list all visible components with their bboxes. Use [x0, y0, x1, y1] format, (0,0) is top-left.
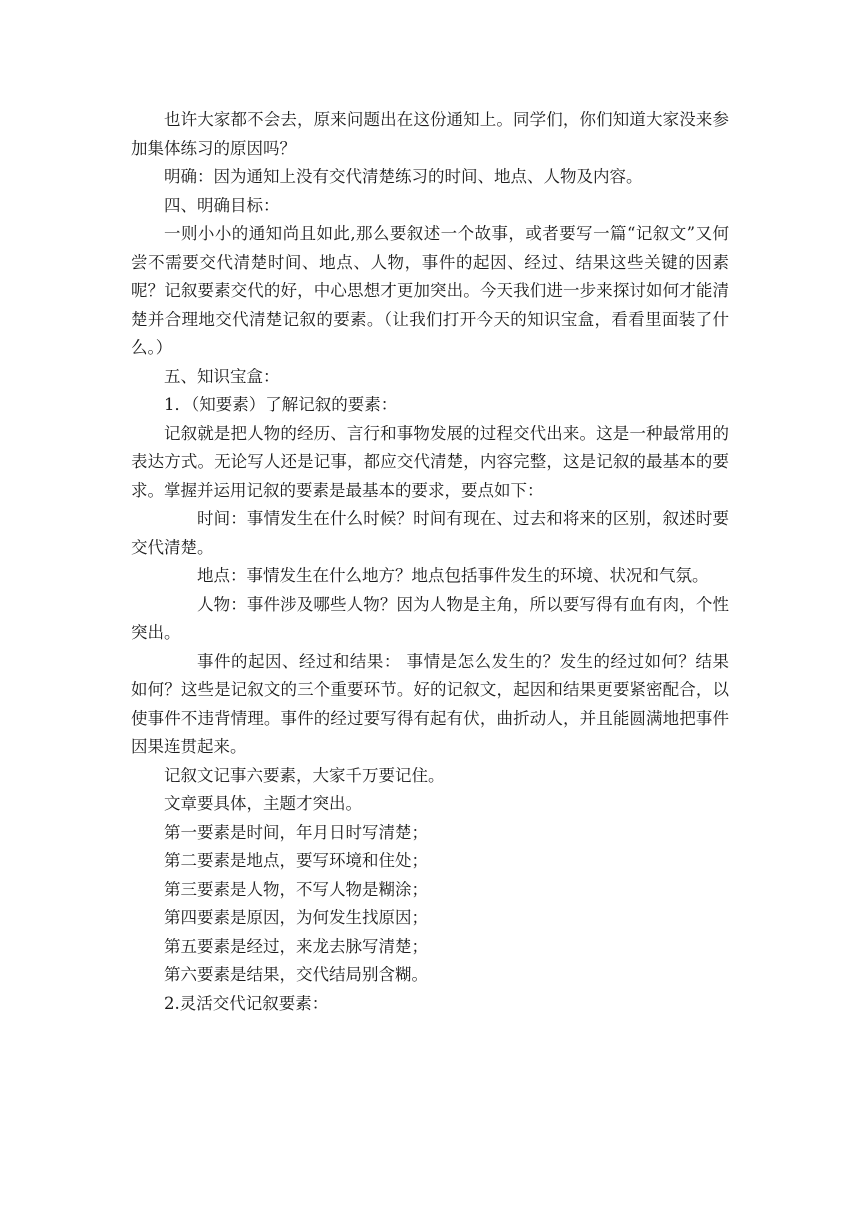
subheading-elements: 1．（知要素）了解记叙的要素：: [164, 395, 398, 414]
element-time: 时间：事情发生在什么时候？时间有现在、过去和将来的区别，叙述时要交代清楚。: [131, 509, 729, 557]
rhyme-line: 记叙文记事六要素，大家千万要记住。: [164, 765, 445, 785]
element-event: 事件的起因、经过和结果： 事情是怎么发生的？发生的经过如何？结果如何？这些是记叙文的三个重要环节。好的记叙文，起因和结果更要紧密配合，以使事件不违背情理。事件的经过要写得有起有伏，曲折动人，并且能圆满地把事件因果连贯起来。: [131, 651, 729, 756]
rhyme-line: 第一要素是时间，年月日时写清楚；: [164, 822, 428, 842]
rhyme-line: 第二要素是地点，要写环境和住处；: [164, 851, 428, 870]
rhyme-line: 第六要素是结果，交代结局别含糊。: [164, 965, 428, 984]
subheading-flexible: 2.灵活交代记叙要素：: [164, 993, 329, 1013]
element-place: 地点：事情发生在什么地方？地点包括事件发生的环境、状况和气氛。: [197, 566, 709, 585]
paragraph-intro: 也许大家都不会去，原来问题出在这份通知上。同学们，你们知道大家没来参加集体练习的原因吗？: [131, 110, 729, 158]
section-heading-knowledge: 五、知识宝盒：: [164, 366, 280, 386]
rhyme-line: 第三要素是人物，不写人物是糊涂；: [164, 879, 428, 899]
section-heading-goals: 四、明确目标：: [164, 195, 280, 215]
document-body: [131, 106, 729, 1018]
rhyme-line: 文章要具体，主题才突出。: [164, 794, 362, 813]
rhyme-line: 第五要素是经过，来龙去脉写清楚；: [164, 936, 428, 956]
rhyme-line: 第四要素是原因，为何发生找原因；: [164, 908, 428, 927]
element-person: 人物：事件涉及哪些人物？因为人物是主角，所以要写得有血有肉，个性突出。: [131, 594, 729, 642]
paragraph-definition: 记叙就是把人物的经历、言行和事物发展的过程交代出来。这是一种最常用的表达方式。无论写人还是记事，都应交代清楚，内容完整，这是记叙的最基本的要求。掌握并运用记叙的要素是最基本的要求，要点如下：: [131, 423, 729, 500]
paragraph-goals: 一则小小的通知尚且如此,那么要叙述一个故事，或者要写一篇“记叙文”又何尝不需要交代清楚时间、地点、人物，事件的起因、经过、结果这些关键的因素呢？记叙要素交代的好，中心思想才更加突出。今天我们进一步来探讨如何才能清楚并合理地交代清楚记叙的要素。（让我们打开今天的知识宝盒，看看里面装了什么。）: [131, 224, 729, 357]
paragraph-clarify: 明确：因为通知上没有交代清楚练习的时间、地点、人物及内容。: [164, 167, 643, 186]
